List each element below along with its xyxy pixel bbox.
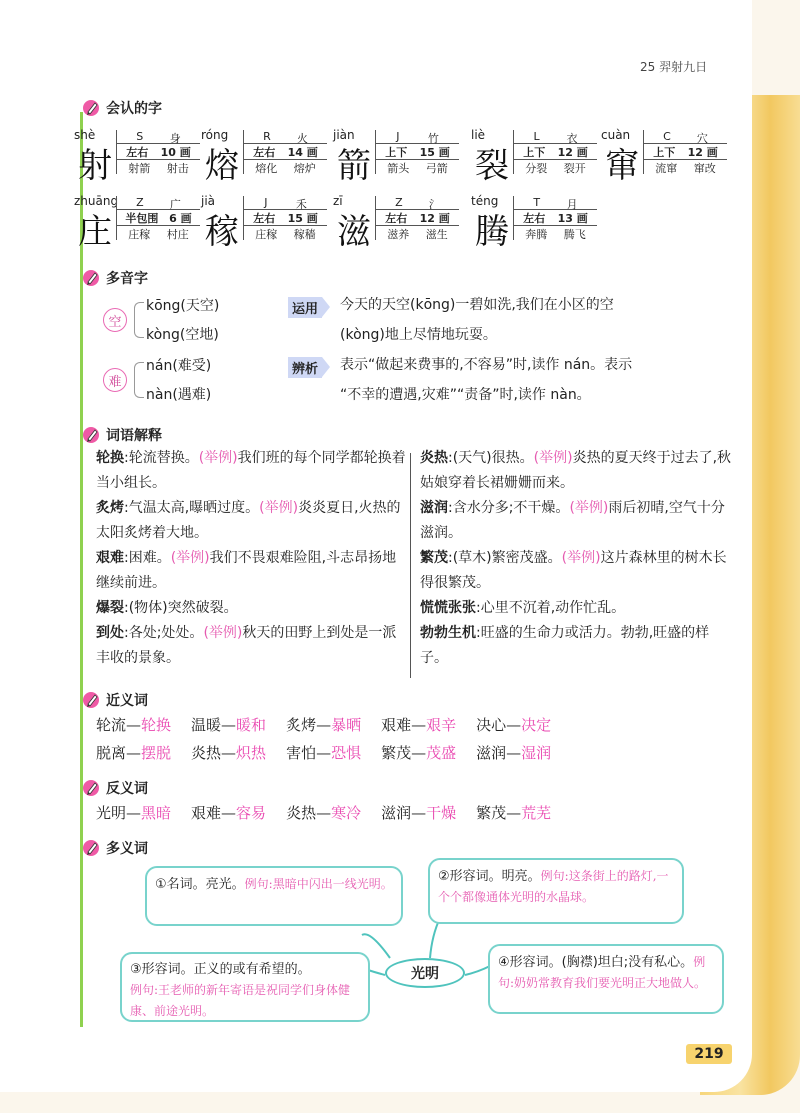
word-a: 炙烤 bbox=[286, 716, 317, 734]
char-strokes: 15 画 bbox=[287, 212, 318, 225]
analysis-line-1: 表示“做起来费事的,不容易”时,读作 nán。表示 bbox=[340, 357, 633, 373]
char-capital: C bbox=[663, 130, 671, 143]
char-radical: 月 bbox=[566, 198, 578, 211]
vocab-example: 雨后初晴,空气十分滋润。 bbox=[420, 500, 725, 541]
vocab-term: 爆裂 bbox=[96, 600, 124, 616]
char-glyph: 裂 bbox=[475, 146, 509, 186]
char-capital: J bbox=[264, 196, 268, 209]
word-a: 炎热 bbox=[191, 744, 222, 762]
char-capital: L bbox=[533, 130, 540, 143]
char-pinyin: cuàn bbox=[601, 128, 631, 142]
char-pinyin: jiàn bbox=[333, 128, 355, 142]
word-b: 干燥 bbox=[426, 804, 457, 822]
word-b: 容易 bbox=[236, 804, 267, 822]
vocab-definition: :(物体)突然破裂。 bbox=[124, 600, 238, 616]
char-word-2: 射击 bbox=[166, 162, 189, 175]
char-pinyin: zī bbox=[333, 194, 343, 208]
meaning-2-example: 例句:这条街上的路灯,一个个都像通体光明的水晶球。 bbox=[438, 869, 669, 904]
vocab-definition: :旺盛的生命力或活力。勃勃,旺盛的样子。 bbox=[420, 625, 710, 666]
char-capital: T bbox=[533, 196, 541, 209]
vocab-example: 我们不畏艰难险阻,斗志昂扬地继续前进。 bbox=[96, 550, 397, 591]
word-a: 繁茂 bbox=[476, 804, 507, 822]
char-structure: 左右 bbox=[253, 146, 276, 159]
vocab-term: 勃勃生机 bbox=[420, 625, 476, 641]
vocab-term: 炎热 bbox=[420, 450, 448, 466]
char-word-1: 熔化 bbox=[255, 162, 278, 175]
char-glyph: 窜 bbox=[605, 146, 639, 186]
char-capital: Z bbox=[395, 196, 403, 209]
word-b: 艰辛 bbox=[426, 716, 457, 734]
word-a: 脱离 bbox=[96, 744, 127, 762]
vocab-example-tag: (举例) bbox=[569, 500, 609, 516]
char-pinyin: liè bbox=[471, 128, 486, 142]
char-word-1: 流窜 bbox=[655, 162, 678, 175]
word-a: 繁茂 bbox=[381, 744, 412, 762]
char-capital: Z bbox=[136, 196, 144, 209]
char-pinyin: zhuāng bbox=[74, 194, 119, 208]
pair-dash: — bbox=[221, 716, 237, 734]
reading-1: nán(难受) bbox=[146, 358, 212, 374]
char-radical: 衣 bbox=[566, 132, 578, 145]
pair-dash: — bbox=[506, 804, 522, 822]
vocab-term: 慌慌张张 bbox=[420, 600, 476, 616]
meaning-1-text: ①名词。亮光。 bbox=[155, 877, 245, 892]
char-structure: 上下 bbox=[653, 146, 676, 159]
char-structure: 上下 bbox=[523, 146, 546, 159]
char-strokes: 12 画 bbox=[557, 146, 588, 159]
char-radical: 竹 bbox=[427, 132, 439, 145]
char-strokes: 10 画 bbox=[160, 146, 191, 159]
polysemy-center-word: 光明 bbox=[385, 958, 465, 988]
char-glyph: 稼 bbox=[205, 212, 239, 252]
char-strokes: 12 画 bbox=[419, 212, 450, 225]
char-pinyin: téng bbox=[471, 194, 499, 208]
vocab-example-tag: (举例) bbox=[198, 450, 238, 466]
char-radical: 穴 bbox=[696, 132, 708, 145]
vocab-example-tag: (举例) bbox=[561, 550, 601, 566]
word-b: 决定 bbox=[521, 716, 552, 734]
word-b: 黑暗 bbox=[141, 804, 172, 822]
char-strokes: 13 画 bbox=[557, 212, 588, 225]
vocab-definition: :困难。 bbox=[124, 550, 171, 566]
meaning-2-text: ②形容词。明亮。 bbox=[438, 869, 541, 884]
meaning-4-text: ④形容词。(胸襟)坦白;没有私心。 bbox=[498, 955, 694, 970]
char-glyph: 庄 bbox=[78, 212, 112, 252]
vocab-term: 炙烤 bbox=[96, 500, 124, 516]
word-a: 轮流 bbox=[96, 716, 127, 734]
section-label: 会认的字 bbox=[106, 101, 162, 117]
char-strokes: 14 画 bbox=[287, 146, 318, 159]
vocab-example-tag: (举例) bbox=[203, 625, 243, 641]
word-b: 寒冷 bbox=[331, 804, 362, 822]
word-b: 恐惧 bbox=[331, 744, 362, 762]
meaning-4-example: 例句:奶奶常教育我们要光明正大地做人。 bbox=[498, 955, 707, 990]
section-label: 近义词 bbox=[106, 693, 148, 709]
char-word-1: 庄稼 bbox=[255, 228, 278, 241]
char-capital: J bbox=[396, 130, 400, 143]
meaning-3-example: 例句:王老师的新年寄语是祝同学们身体健康、前途光明。 bbox=[130, 983, 351, 1018]
polyphone-char-circle: 空 bbox=[103, 308, 127, 332]
pair-dash: — bbox=[126, 744, 142, 762]
vocab-example: 我们班的每个同学都轮换着当小组长。 bbox=[96, 450, 406, 491]
char-glyph: 腾 bbox=[475, 212, 509, 252]
vocab-term: 滋润 bbox=[420, 500, 448, 516]
pair-dash: — bbox=[316, 716, 332, 734]
pair-dash: — bbox=[411, 804, 427, 822]
vocab-example-tag: (举例) bbox=[170, 550, 210, 566]
polyphone-char-circle: 难 bbox=[103, 368, 127, 392]
char-capital: R bbox=[263, 130, 271, 143]
char-radical: 身 bbox=[169, 132, 181, 145]
pair-dash: — bbox=[126, 716, 142, 734]
pair-dash: — bbox=[411, 716, 427, 734]
word-a: 决心 bbox=[476, 716, 507, 734]
vocab-example-tag: (举例) bbox=[533, 450, 573, 466]
vocab-term: 到处 bbox=[96, 625, 124, 641]
char-word-1: 滋养 bbox=[387, 228, 410, 241]
char-pinyin: jià bbox=[201, 194, 216, 208]
usage-tag: 运用 bbox=[288, 297, 322, 318]
meaning-4-bubble bbox=[488, 944, 724, 1014]
vocab-definition: :轮流替换。 bbox=[124, 450, 199, 466]
meaning-3-text: ③形容词。正义的或有希望的。 bbox=[130, 962, 311, 977]
pair-dash: — bbox=[316, 744, 332, 762]
char-structure: 上下 bbox=[385, 146, 408, 159]
char-radical: 火 bbox=[296, 132, 308, 145]
word-b: 炽热 bbox=[236, 744, 267, 762]
vocab-example: 这片森林里的树木长得很繁茂。 bbox=[420, 550, 727, 591]
meaning-1-bubble bbox=[145, 866, 403, 926]
word-b: 茂盛 bbox=[426, 744, 457, 762]
word-a: 温暖 bbox=[191, 716, 222, 734]
vocab-definition: :各处;处处。 bbox=[124, 625, 204, 641]
char-strokes: 12 画 bbox=[687, 146, 718, 159]
word-b: 湿润 bbox=[521, 744, 552, 762]
usage-line-2: (kòng)地上尽情地玩耍。 bbox=[340, 327, 497, 343]
char-pinyin: shè bbox=[74, 128, 96, 142]
vocab-definition: :心里不沉着,动作忙乱。 bbox=[476, 600, 626, 616]
char-word-2: 窜改 bbox=[693, 162, 716, 175]
word-a: 害怕 bbox=[286, 744, 317, 762]
word-b: 荒芜 bbox=[521, 804, 552, 822]
pair-dash: — bbox=[126, 804, 142, 822]
section-label: 反义词 bbox=[106, 781, 148, 797]
word-a: 艰难 bbox=[191, 804, 222, 822]
char-glyph: 射 bbox=[78, 146, 112, 186]
meaning-2-bubble bbox=[428, 858, 684, 924]
char-word-1: 奔腾 bbox=[525, 228, 548, 241]
char-structure: 左右 bbox=[126, 146, 149, 159]
meaning-1-example: 例句:黑暗中闪出一线光明。 bbox=[244, 877, 393, 891]
section-label: 多音字 bbox=[106, 271, 148, 287]
pair-dash: — bbox=[411, 744, 427, 762]
vocab-term: 艰难 bbox=[96, 550, 124, 566]
reading-2: kòng(空地) bbox=[146, 327, 219, 343]
meaning-3-bubble bbox=[120, 952, 370, 1022]
char-glyph: 箭 bbox=[337, 146, 371, 186]
word-b: 暴晒 bbox=[331, 716, 362, 734]
vocab-example: 炎炎夏日,火热的太阳炙烤着大地。 bbox=[96, 500, 401, 541]
vocab-term: 轮换 bbox=[96, 450, 124, 466]
word-a: 滋润 bbox=[476, 744, 507, 762]
pair-dash: — bbox=[506, 744, 522, 762]
char-structure: 左右 bbox=[523, 212, 546, 225]
chapter-title: 25 羿射九日 bbox=[640, 60, 708, 74]
char-pinyin: róng bbox=[201, 128, 229, 142]
analysis-line-2: “不幸的遭遇,灾难”“责备”时,读作 nàn。 bbox=[340, 387, 591, 403]
word-a: 炎热 bbox=[286, 804, 317, 822]
vocab-definition: :气温太高,曝晒过度。 bbox=[124, 500, 260, 516]
char-glyph: 滋 bbox=[337, 212, 371, 252]
reading-1: kōng(天空) bbox=[146, 298, 220, 314]
vocab-example: 秋天的田野上到处是一派丰收的景象。 bbox=[96, 625, 397, 666]
vocab-example-tag: (举例) bbox=[259, 500, 299, 516]
char-word-2: 村庄 bbox=[166, 228, 189, 241]
vocab-definition: :含水分多;不干燥。 bbox=[448, 500, 570, 516]
section-label: 词语解释 bbox=[106, 428, 162, 444]
char-radical: 禾 bbox=[295, 198, 307, 211]
pair-dash: — bbox=[221, 804, 237, 822]
char-word-1: 射箭 bbox=[128, 162, 151, 175]
char-word-1: 箭头 bbox=[387, 162, 410, 175]
char-word-2: 稼穑 bbox=[293, 228, 316, 241]
word-a: 光明 bbox=[96, 804, 127, 822]
word-b: 摆脱 bbox=[141, 744, 172, 762]
vocab-definition: :(天气)很热。 bbox=[448, 450, 534, 466]
char-word-2: 熔炉 bbox=[293, 162, 316, 175]
page-number: 219 bbox=[686, 1044, 732, 1064]
char-word-1: 分裂 bbox=[525, 162, 548, 175]
word-a: 艰难 bbox=[381, 716, 412, 734]
char-structure: 半包围 bbox=[125, 212, 159, 225]
char-word-2: 腾飞 bbox=[563, 228, 586, 241]
vocab-example: 炎热的夏天终于过去了,秋姑娘穿着长裙姗姗而来。 bbox=[420, 450, 732, 491]
char-radical: 广 bbox=[169, 198, 181, 211]
pair-dash: — bbox=[221, 744, 237, 762]
char-word-2: 滋生 bbox=[425, 228, 448, 241]
reading-2: nàn(遇难) bbox=[146, 387, 212, 403]
usage-line-1: 今天的天空(kōng)一碧如洗,我们在小区的空 bbox=[340, 297, 614, 313]
vocab-definition: :(草木)繁密茂盛。 bbox=[448, 550, 562, 566]
char-word-2: 弓箭 bbox=[425, 162, 448, 175]
pair-dash: — bbox=[506, 716, 522, 734]
char-word-2: 裂开 bbox=[563, 162, 586, 175]
char-radical: 氵 bbox=[428, 198, 440, 211]
pair-dash: — bbox=[316, 804, 332, 822]
char-structure: 左右 bbox=[385, 212, 408, 225]
analysis-tag: 辨析 bbox=[288, 357, 322, 378]
char-structure: 左右 bbox=[253, 212, 276, 225]
char-glyph: 熔 bbox=[205, 146, 239, 186]
word-a: 滋润 bbox=[381, 804, 412, 822]
char-capital: S bbox=[136, 130, 144, 143]
char-word-1: 庄稼 bbox=[128, 228, 151, 241]
section-label: 多义词 bbox=[106, 841, 148, 857]
char-strokes: 6 画 bbox=[169, 212, 192, 225]
vocab-term: 繁茂 bbox=[420, 550, 448, 566]
char-strokes: 15 画 bbox=[419, 146, 450, 159]
word-b: 暖和 bbox=[236, 716, 267, 734]
word-b: 轮换 bbox=[141, 716, 172, 734]
